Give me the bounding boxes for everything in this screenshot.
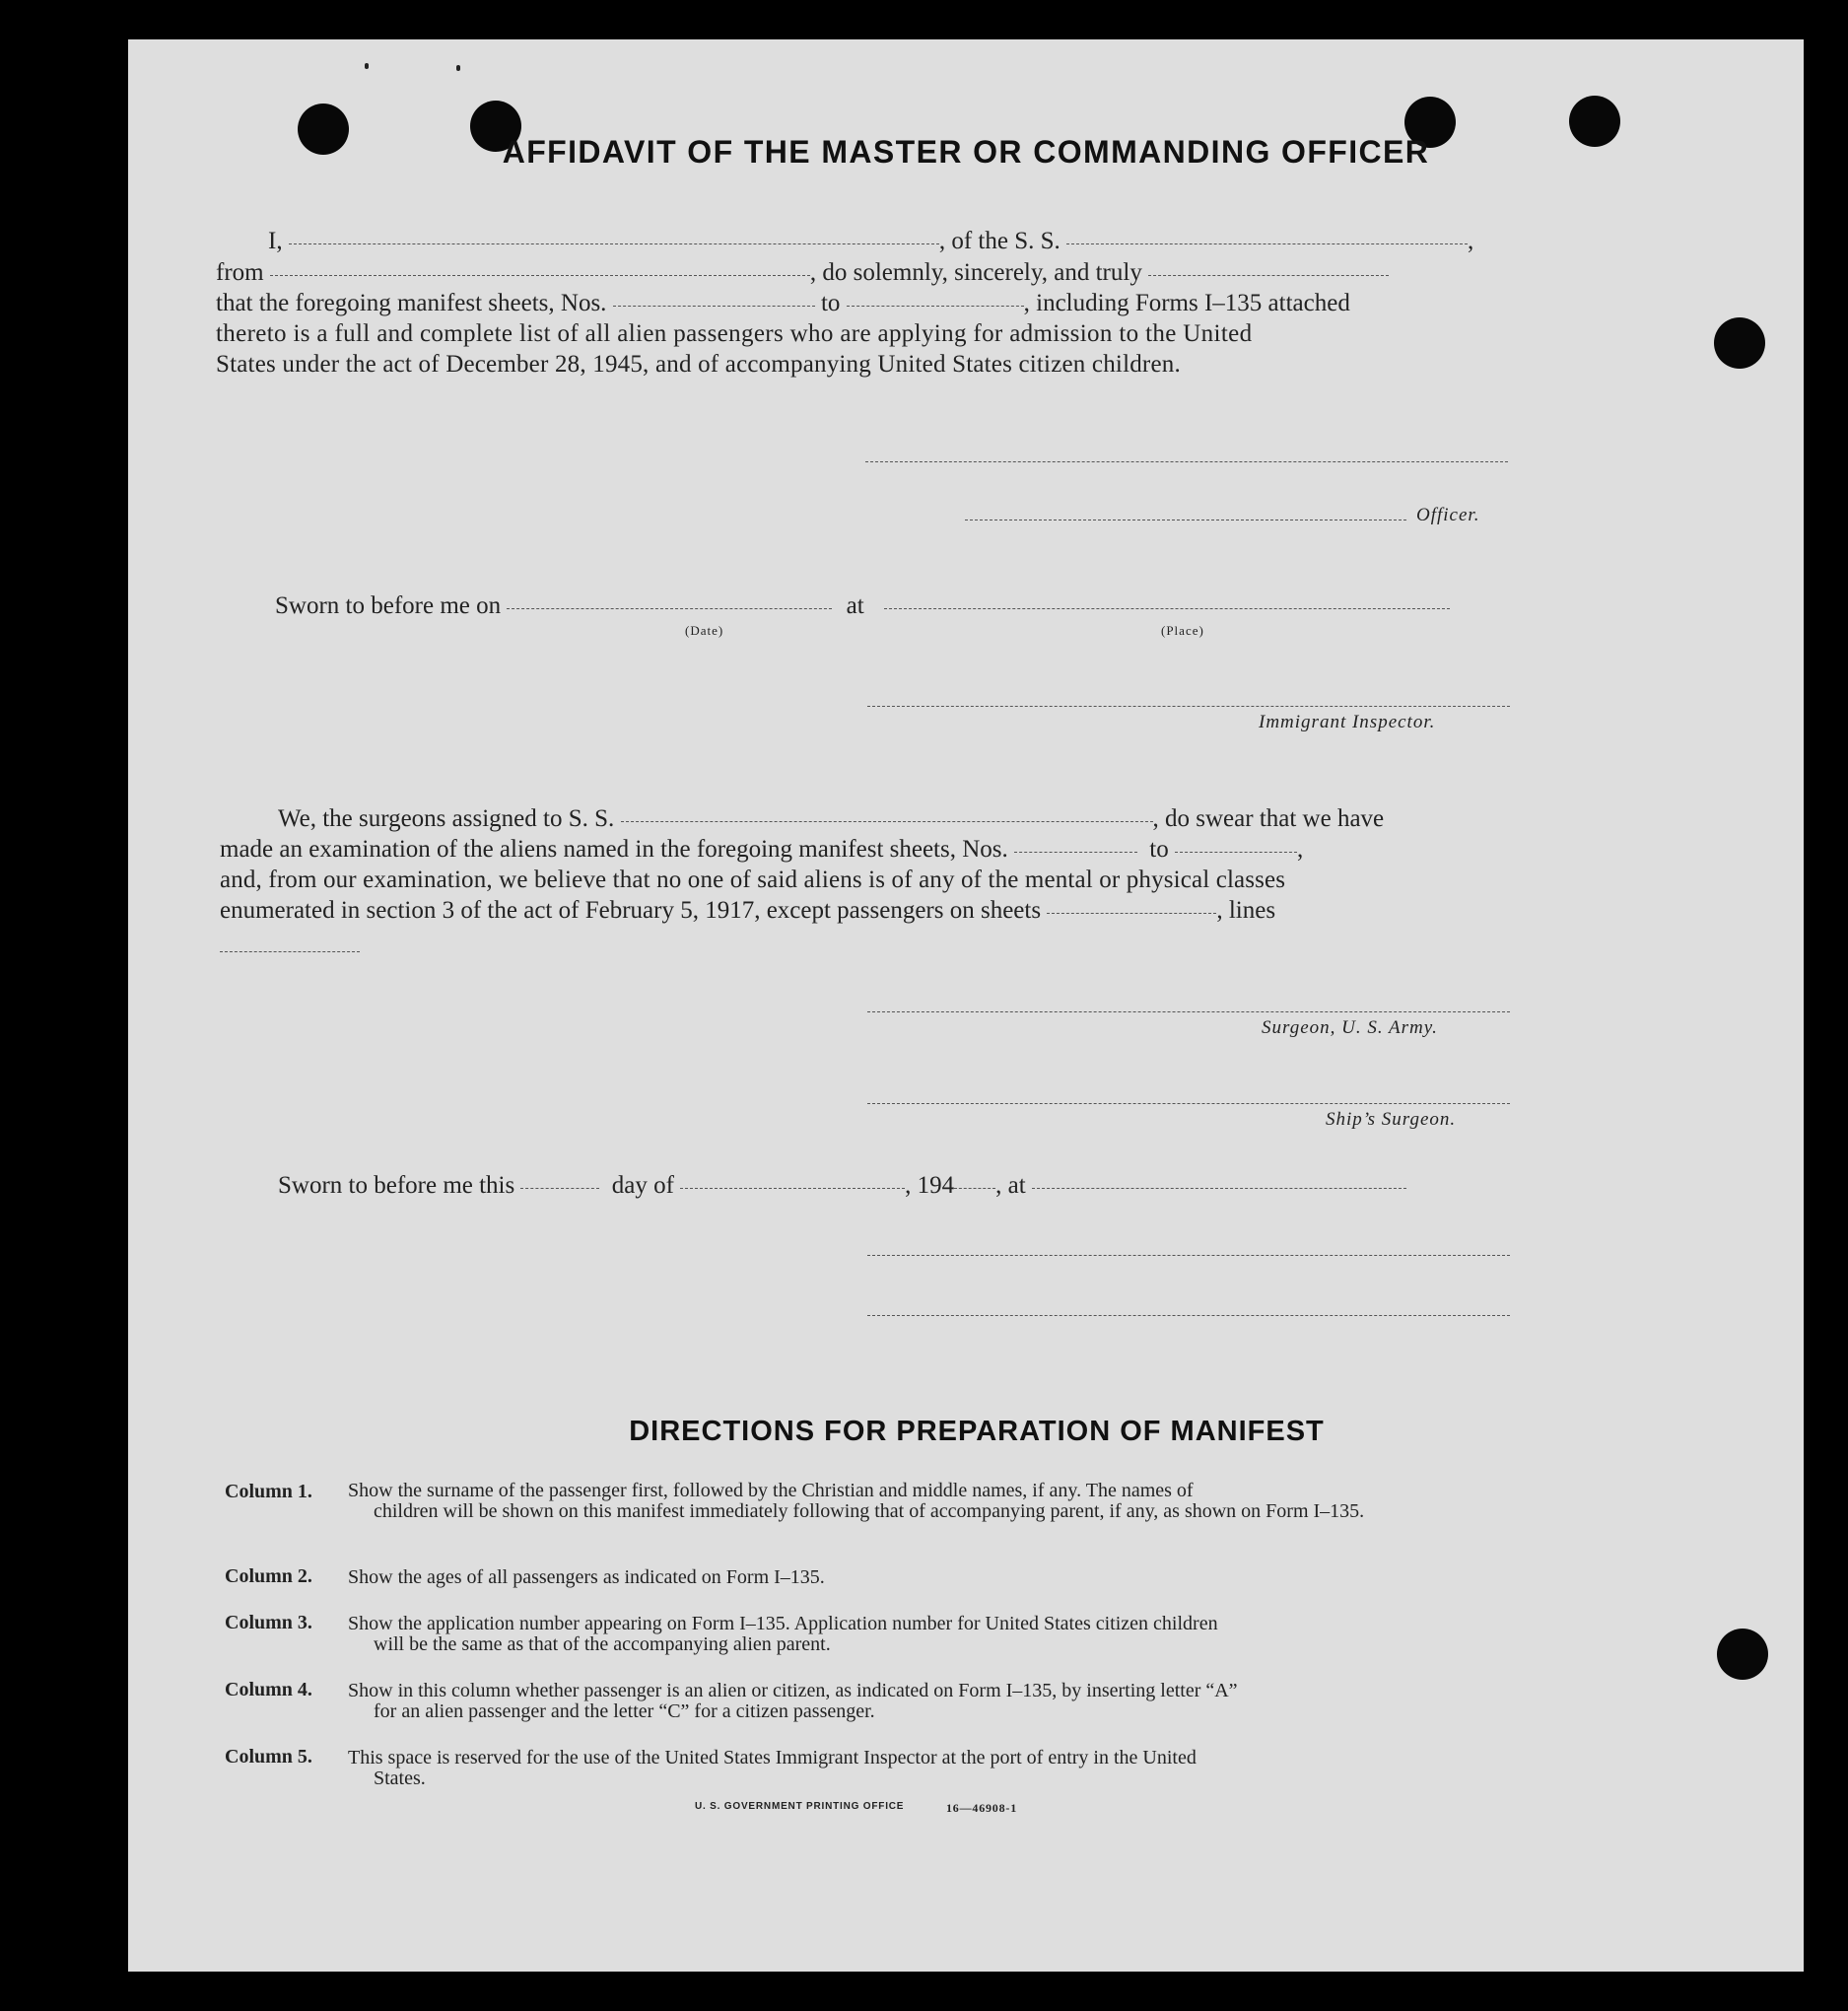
affidavit-line-3 bbox=[216, 289, 1350, 318]
date-caption: (Date) bbox=[685, 623, 724, 638]
text-i: I, bbox=[268, 228, 283, 254]
speck-mark bbox=[365, 63, 369, 69]
sheet-to-field[interactable] bbox=[847, 306, 1024, 307]
text-sworn-this: Sworn to before me this bbox=[278, 1172, 515, 1199]
column-1-label: Column 1. bbox=[225, 1481, 312, 1502]
army-surgeon-signature-line[interactable] bbox=[867, 1011, 1510, 1012]
sworn-day-line bbox=[278, 1171, 1406, 1201]
column-4-label: Column 4. bbox=[225, 1679, 312, 1700]
oath-word-field[interactable] bbox=[1148, 275, 1389, 276]
sworn-day-field[interactable] bbox=[520, 1188, 599, 1189]
column-5-rest: States. bbox=[374, 1768, 426, 1789]
text-comma: , bbox=[1468, 228, 1474, 254]
text-at: at bbox=[846, 592, 864, 619]
column-5-label: Column 5. bbox=[225, 1746, 312, 1768]
inspector-signature-line[interactable] bbox=[867, 706, 1510, 707]
sworn-year-field[interactable] bbox=[954, 1188, 995, 1189]
text-including: , including Forms I–135 attached bbox=[1023, 290, 1350, 316]
officer-signature-line[interactable] bbox=[865, 461, 1508, 462]
affidavit-line-4: thereto is a full and complete list of all alien passengers who are applying for admission to the United bbox=[216, 320, 1253, 347]
place-caption: (Place) bbox=[1161, 623, 1204, 638]
officer-caption: Officer. bbox=[1416, 505, 1480, 525]
column-2-text bbox=[348, 1567, 1514, 1588]
text-to: to bbox=[820, 290, 841, 316]
column-4-rest: for an alien passenger and the letter “C” for a citizen passenger. bbox=[374, 1700, 875, 1722]
text-day-of: day of bbox=[611, 1172, 674, 1199]
column-3-first: Show the application number appearing on Form I–135. Application number for United States citizen children bbox=[348, 1613, 1218, 1634]
text-made-examination: made an examination of the aliens named in the foregoing manifest sheets, Nos. bbox=[220, 836, 1008, 863]
master-name-field[interactable] bbox=[289, 243, 939, 244]
surgeons-line-2 bbox=[220, 835, 1303, 865]
port-from-field[interactable] bbox=[270, 275, 810, 276]
text-at: , at bbox=[995, 1172, 1026, 1199]
text-lines: , lines bbox=[1216, 897, 1276, 924]
sworn-place-field[interactable] bbox=[884, 608, 1450, 609]
except-sheets-field[interactable] bbox=[1047, 913, 1216, 914]
surgeon-sheet-to-field[interactable] bbox=[1175, 852, 1297, 853]
inspector-caption: Immigrant Inspector. bbox=[1259, 712, 1436, 732]
ship-name-field[interactable] bbox=[1066, 243, 1468, 244]
column-2-label: Column 2. bbox=[225, 1565, 312, 1587]
column-3-rest: will be the same as that of the accompanying alien parent. bbox=[374, 1633, 831, 1655]
column-4-text bbox=[348, 1681, 1514, 1722]
sworn-date-line bbox=[275, 591, 1450, 621]
column-1-first: Show the surname of the passenger first, followed by the Christian and middle names, if any. The names of bbox=[348, 1480, 1194, 1501]
text-sworn-on: Sworn to before me on bbox=[275, 592, 502, 619]
text-manifest-sheets: that the foregoing manifest sheets, Nos. bbox=[216, 290, 607, 316]
except-lines-field[interactable] bbox=[220, 951, 360, 952]
text-do-swear: , do swear that we have bbox=[1152, 805, 1385, 832]
sheet-from-field[interactable] bbox=[613, 306, 815, 307]
ship-surgeon-signature-line[interactable] bbox=[867, 1103, 1510, 1104]
form-code: 16—46908-1 bbox=[946, 1801, 1017, 1815]
printer-imprint: U. S. GOVERNMENT PRINTING OFFICE bbox=[695, 1801, 905, 1812]
form-page bbox=[128, 39, 1804, 1972]
surgeons-line-1 bbox=[278, 804, 1384, 834]
punch-hole bbox=[1717, 1629, 1768, 1680]
affidavit-title: AFFIDAVIT OF THE MASTER OR COMMANDING OFFICER bbox=[502, 134, 1430, 170]
surgeon-sheet-from-field[interactable] bbox=[1014, 852, 1137, 853]
text-year-prefix: , 194 bbox=[905, 1172, 955, 1199]
column-1-rest: children will be shown on this manifest immediately following that of accompanying parent, if any, as shown on Form I–135. bbox=[374, 1500, 1365, 1522]
column-2-first: Show the ages of all passengers as indicated on Form I–135. bbox=[348, 1566, 825, 1588]
punch-hole bbox=[1714, 317, 1765, 369]
text-solemnly: , do solemnly, sincerely, and truly bbox=[809, 259, 1142, 286]
affidavit-line-1 bbox=[268, 227, 1473, 256]
text-comma: , bbox=[1296, 836, 1304, 863]
speck-mark bbox=[456, 65, 460, 71]
affidavit-line-2 bbox=[216, 258, 1389, 288]
column-5-text bbox=[348, 1748, 1514, 1789]
sworn2-signature-line[interactable] bbox=[867, 1255, 1510, 1256]
column-5-first: This space is reserved for the use of the United States Immigrant Inspector at the port of entry in the United bbox=[348, 1747, 1197, 1768]
sworn2-title-line[interactable] bbox=[867, 1315, 1510, 1316]
text-of-ss: , of the S. S. bbox=[938, 228, 1061, 254]
text-enumerated: enumerated in section 3 of the act of February 5, 1917, except passengers on sheets bbox=[220, 897, 1042, 924]
text-surgeons-assigned: We, the surgeons assigned to S. S. bbox=[278, 805, 615, 832]
directions-title: DIRECTIONS FOR PREPARATION OF MANIFEST bbox=[629, 1416, 1325, 1447]
sworn-month-field[interactable] bbox=[680, 1188, 905, 1189]
surgeon-ship-field[interactable] bbox=[621, 821, 1153, 822]
text-from: from bbox=[216, 259, 264, 286]
sworn2-place-field[interactable] bbox=[1032, 1188, 1406, 1189]
text-to: to bbox=[1149, 836, 1169, 863]
column-3-text bbox=[348, 1614, 1514, 1655]
surgeons-line-3: and, from our examination, we believe that no one of said aliens is of any of the mental or physical classes bbox=[220, 867, 1286, 893]
column-1-text bbox=[348, 1481, 1514, 1522]
ship-surgeon-caption: Ship’s Surgeon. bbox=[1326, 1109, 1457, 1130]
column-3-label: Column 3. bbox=[225, 1612, 312, 1633]
column-4-first: Show in this column whether passenger is an alien or citizen, as indicated on Form I–135, by inserting letter “A” bbox=[348, 1680, 1238, 1701]
sworn-date-field[interactable] bbox=[507, 608, 832, 609]
surgeons-line-4 bbox=[220, 896, 1275, 926]
army-surgeon-caption: Surgeon, U. S. Army. bbox=[1262, 1017, 1438, 1038]
affidavit-line-5: States under the act of December 28, 1945, and of accompanying United States citizen children. bbox=[216, 351, 1181, 378]
